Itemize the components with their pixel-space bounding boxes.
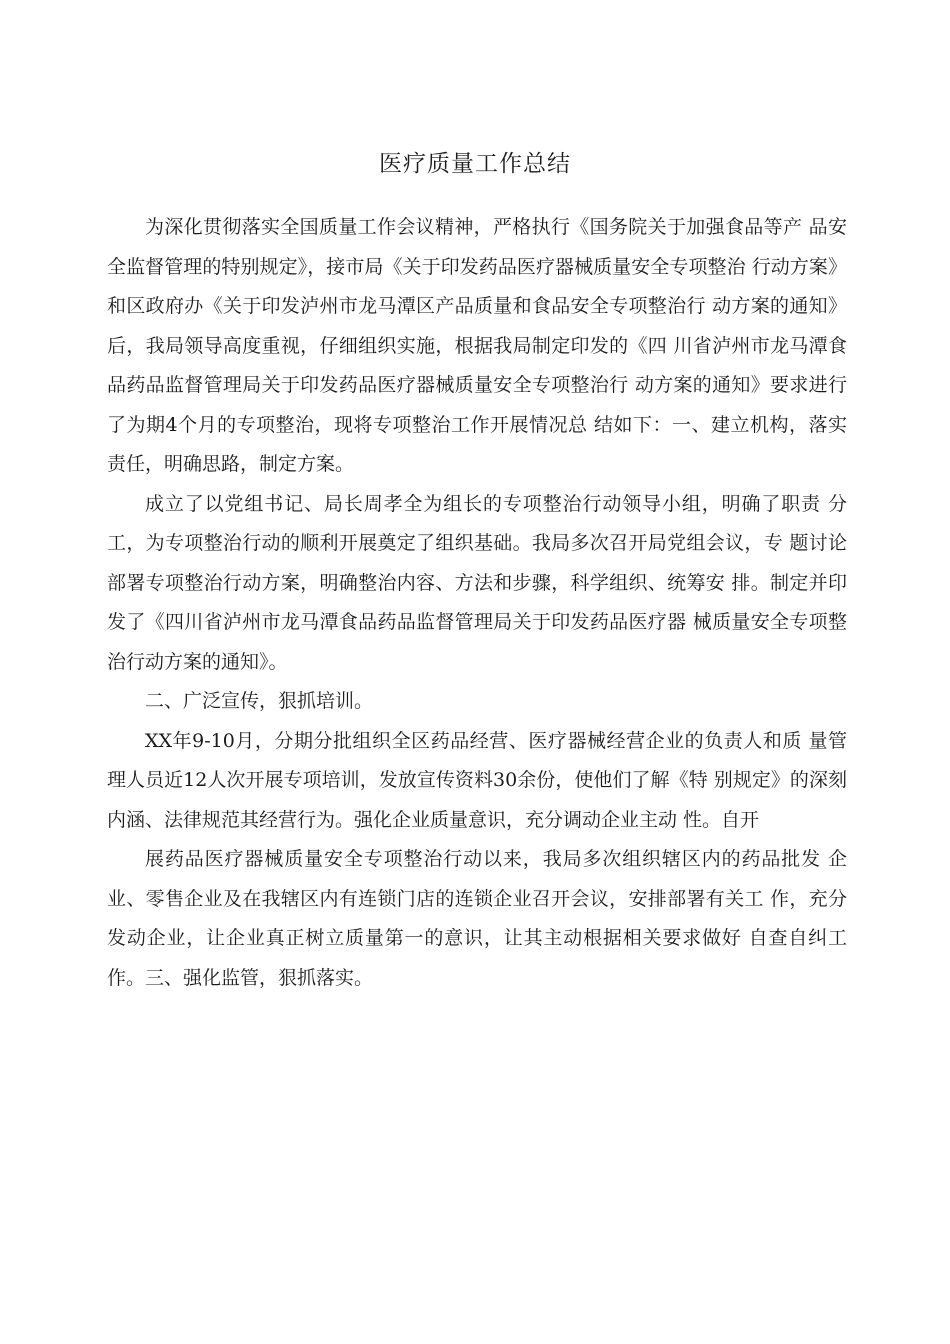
paragraph-intro: 为深化贯彻落实全国质量工作会议精神，严格执行《国务院关于加强食品等产 品安全监督管理的特别规定》，接市局《关于印发药品医疗器械质量安全专项整治 行动方案》和区政府办《关于印发泸州市龙马潭区产品质量和食品安全专项整治行 动方案的通知》后，我局领导高度重视，仔细组织实施，根据我局制定印发的《四 川省泸州市龙马潭食品药品监督管理局关于印发药品医疗器械质量安全专项整治行 动方案的通知》要求进行了为期4个月的专项整治，现将专项整治工作开展情况总 结如下：一、建立机构，落实责任，明确思路，制定方案。 bbox=[107, 216, 847, 475]
paragraph-training: XX年9-10月，分期分批组织全区药品经营、医疗器械经营企业的负责人和质 量管理人员近12人次开展专项培训，发放宣传资料30余份，使他们了解《特 别规定》的深刻内涵、法律规范其经营行为。强化企业质量意识，充分调动企业主动 性。自开 bbox=[107, 729, 847, 831]
paragraph-enterprise-meetings: 展药品医疗器械质量安全专项整治行动以来，我局多次组织辖区内的药品批发 企业、零售企业及在我辖区内有连锁门店的连锁企业召开会议，安排部署有关工 作，充分发动企业，让企业真正树立质量第一的意识，让其主动根据相关要求做好 自查自纠工作。三、强化监管，狠抓落实。 bbox=[107, 848, 847, 989]
paragraph-organization: 成立了以党组书记、局长周孝全为组长的专项整治行动领导小组，明确了职责 分工，为专项整治行动的顺利开展奠定了组织基础。我局多次召开局党组会议，专 题讨论部署专项整治行动方案，明确整治内容、方法和步骤，科学组织、统筹安 排。制定并印发了《四川省泸州市龙马潭食品药品监督管理局关于印发药品医疗器 械质量安全专项整治行动方案的通知》。 bbox=[107, 492, 847, 673]
document-title: 医疗质量工作总结 bbox=[379, 151, 571, 177]
document-body bbox=[107, 208, 847, 998]
paragraph-section-heading-2: 二、广泛宣传，狠抓培训。 bbox=[145, 690, 374, 712]
